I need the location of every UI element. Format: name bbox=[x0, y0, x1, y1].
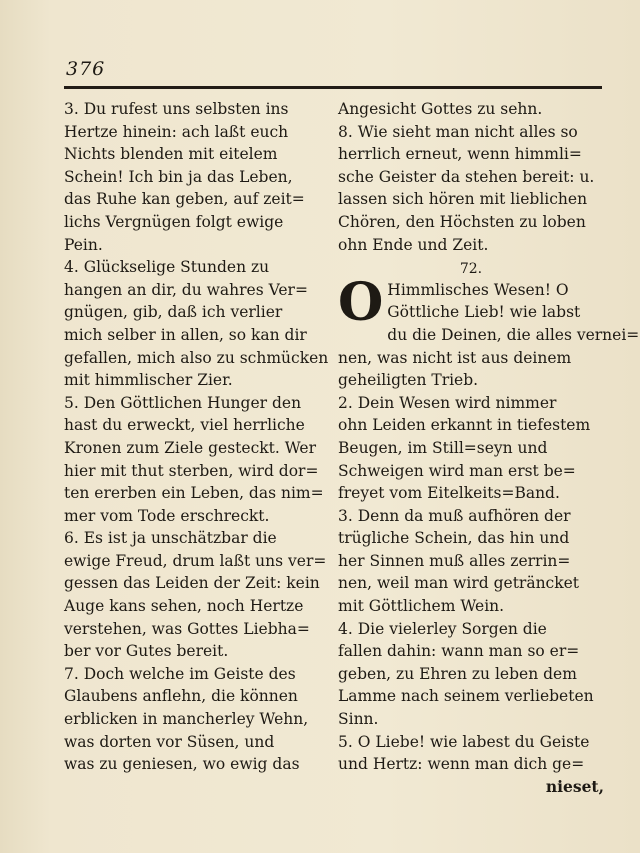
text-line: nen, weil man wird geträncket bbox=[338, 574, 580, 593]
text-line: Hertze hinein: ach laßt euch bbox=[64, 122, 289, 141]
text-line: gnügen, gib, daß ich verlier bbox=[64, 303, 283, 322]
text-line: was zu geniesen, wo ewig das bbox=[64, 755, 300, 774]
text-line: sche Geister da stehen bereit: u. bbox=[338, 167, 595, 186]
text-line: geheiligten Trieb. bbox=[338, 371, 479, 390]
header-rule bbox=[64, 86, 602, 89]
text-line: Himmlisches Wesen! O bbox=[387, 280, 569, 299]
text-line: fallen dahin: wann man so er= bbox=[338, 642, 580, 661]
text-line: Beugen, im Still=seyn und bbox=[338, 438, 548, 457]
text-line: gefallen, mich also zu schmücken bbox=[64, 348, 329, 367]
hymn-number: 72. bbox=[459, 261, 483, 278]
text-line: erblicken in mancherley Wehn, bbox=[64, 710, 309, 729]
text-line: ten ererben ein Leben, das nim= bbox=[64, 484, 324, 503]
drop-cap: O bbox=[338, 271, 384, 333]
right-column bbox=[338, 98, 640, 798]
left-column bbox=[64, 98, 332, 776]
text-line: ber vor Gutes bereit. bbox=[64, 642, 229, 661]
text-line: verstehen, was Gottes Liebha= bbox=[64, 619, 310, 638]
text-line: du die Deinen, die alles vernei= bbox=[387, 325, 640, 344]
text-line: 7. Doch welche im Geiste des bbox=[64, 664, 296, 683]
hymn-opening bbox=[338, 271, 604, 333]
text-line: 5. O Liebe! wie labest du Geiste bbox=[338, 732, 590, 751]
text-line: Nichts blenden mit eitelem bbox=[64, 145, 278, 164]
text-line: das Ruhe kan geben, auf zeit= bbox=[64, 190, 305, 209]
page-number: 376 bbox=[66, 58, 106, 80]
text-line: nen, was nicht ist aus deinem bbox=[338, 348, 572, 367]
text-line: ewige Freud, drum laßt uns ver= bbox=[64, 551, 327, 570]
text-line: was dorten vor Süsen, und bbox=[64, 732, 275, 751]
text-line: her Sinnen muß alles zerrin= bbox=[338, 551, 571, 570]
text-line: lichs Vergnügen folgt ewige bbox=[64, 212, 284, 231]
text-line: 2. Dein Wesen wird nimmer bbox=[338, 393, 557, 412]
text-line: Lamme nach seinem verliebeten bbox=[338, 687, 594, 706]
text-line: mich selber in allen, so kan dir bbox=[64, 325, 307, 344]
text-line: 8. Wie sieht man nicht alles so bbox=[338, 122, 578, 141]
text-line: Chören, den Höchsten zu loben bbox=[338, 212, 586, 231]
text-line: trügliche Schein, das hin und bbox=[338, 529, 570, 548]
text-line: ohn Ende und Zeit. bbox=[338, 235, 489, 254]
text-line: geben, zu Ehren zu leben dem bbox=[338, 664, 577, 683]
text-line: Schweigen wird man erst be= bbox=[338, 461, 576, 480]
text-line: Göttliche Lieb! wie labst bbox=[387, 303, 581, 322]
text-line: Auge kans sehen, noch Hertze bbox=[64, 597, 304, 616]
text-line: Sinn. bbox=[338, 710, 379, 729]
text-line: ohn Leiden erkannt in tiefestem bbox=[338, 416, 591, 435]
text-line: hier mit thut sterben, wird dor= bbox=[64, 461, 319, 480]
text-line: Angesicht Gottes zu sehn. bbox=[338, 100, 543, 118]
text-line: 3. Du rufest uns selbsten ins bbox=[64, 100, 289, 118]
text-line: Glaubens anflehn, die können bbox=[64, 687, 298, 706]
text-line: hast du erweckt, viel herrliche bbox=[64, 416, 305, 435]
text-line: 4. Glückselige Stunden zu bbox=[64, 258, 270, 277]
text-line: mit Göttlichem Wein. bbox=[338, 597, 505, 616]
text-line: 4. Die vielerley Sorgen die bbox=[338, 619, 547, 638]
text-line: Kronen zum Ziele gesteckt. Wer bbox=[64, 438, 316, 457]
text-line: 6. Es ist ja unschätzbar die bbox=[64, 529, 277, 548]
text-line: mit himmlischer Zier. bbox=[64, 371, 233, 390]
text-line: Schein! Ich bin ja das Leben, bbox=[64, 167, 293, 186]
text-line: gessen das Leiden der Zeit: kein bbox=[64, 574, 320, 593]
text-line: mer vom Tode erschreckt. bbox=[64, 506, 270, 525]
text-line: hangen an dir, du wahres Ver= bbox=[64, 280, 308, 299]
text-line: 3. Denn da muß aufhören der bbox=[338, 506, 571, 525]
text-line: herrlich erneut, wenn himmli= bbox=[338, 145, 582, 164]
catchword: nieset, bbox=[545, 776, 604, 796]
text-line: lassen sich hören mit lieblichen bbox=[338, 190, 588, 209]
text-line: freyet vom Eitelkeits=Band. bbox=[338, 484, 560, 503]
text-line: und Hertz: wenn man dich ge= bbox=[338, 755, 585, 774]
text-line: 5. Den Göttlichen Hunger den bbox=[64, 393, 302, 412]
text-line: Pein. bbox=[64, 235, 103, 254]
